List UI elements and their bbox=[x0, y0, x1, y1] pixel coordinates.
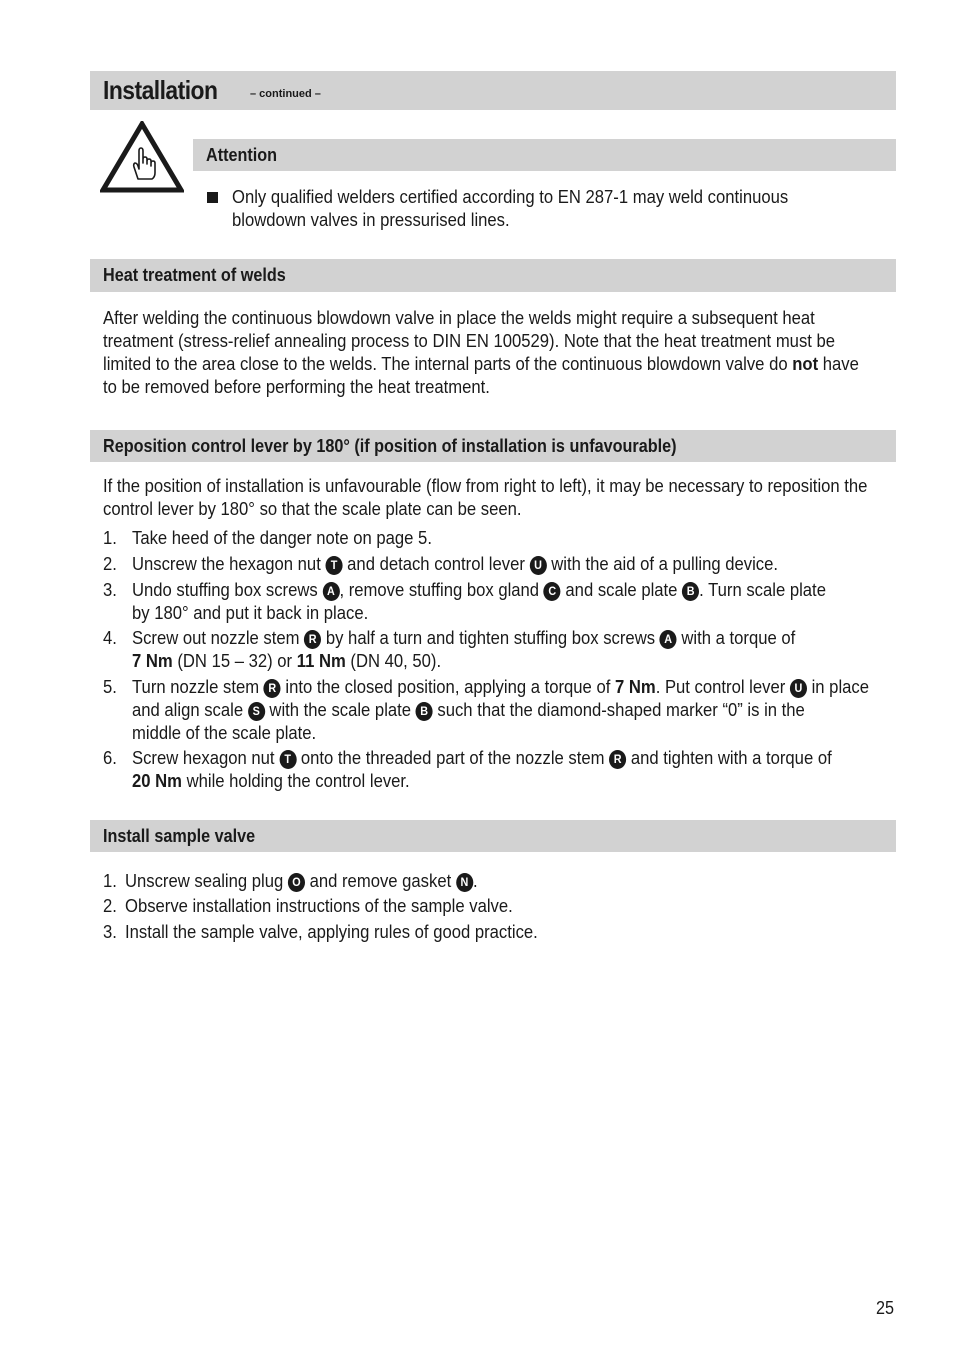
step-number: 6. bbox=[103, 747, 117, 768]
bullet-square-icon bbox=[207, 192, 218, 203]
step-text: Undo stuffing box screws A , remove stuffing box gland C and scale plate B . Turn scale plate by 180° and put it back in place. bbox=[132, 579, 826, 623]
callout-badge: B bbox=[416, 702, 433, 721]
step-number: 3. bbox=[103, 921, 117, 942]
callout-badge: C bbox=[544, 582, 561, 601]
reposition-heading: Reposition control lever by 180° (if position of installation is unfavourable) bbox=[103, 436, 677, 456]
step-text: Screw hexagon nut T onto the threaded part of the nozzle stem R and tighten with a torque of 20 Nm while holding the control lever. bbox=[132, 747, 832, 791]
page-subtitle: – continued – bbox=[250, 88, 321, 100]
callout-badge: B bbox=[682, 582, 699, 601]
callout-badge: U bbox=[530, 556, 547, 575]
callout-badge: A bbox=[660, 630, 677, 649]
attention-text bbox=[232, 185, 788, 231]
step-number: 2. bbox=[103, 895, 117, 916]
reposition-intro bbox=[103, 474, 867, 520]
step-number: 5. bbox=[103, 676, 117, 697]
step-number: 4. bbox=[103, 627, 117, 648]
attention-label: Attention bbox=[206, 145, 278, 165]
paragraph-line: treatment (stress-relief annealing process to DIN EN 100529). Note that the heat treatment must be bbox=[103, 330, 836, 351]
emphasis-not: not bbox=[792, 353, 819, 374]
sample-valve-heading: Install sample valve bbox=[103, 826, 256, 846]
paragraph-line: limited to the area close to the welds. The internal parts of the continuous blowdown valve do not have bbox=[103, 353, 859, 374]
attention-line: Only qualified welders certified according to EN 287-1 may weld continuous bbox=[232, 186, 789, 207]
callout-badge: R bbox=[304, 630, 321, 649]
hand-warning-icon bbox=[100, 121, 184, 193]
page-number: 25 bbox=[876, 1298, 895, 1318]
step-number: 1. bbox=[103, 870, 117, 891]
step-text: Unscrew the hexagon nut T and detach control lever U with the aid of a pulling device. bbox=[132, 553, 779, 574]
step-text: Screw out nozzle stem R by half a turn and tighten stuffing box screws A with a torque of 7 Nm (DN 15 – 32) or 11 Nm (DN 40, 50). bbox=[132, 627, 796, 671]
reposition-heading-bar bbox=[90, 430, 896, 462]
heat-treatment-heading-bar bbox=[90, 259, 896, 292]
paragraph-line: After welding the continuous blowdown valve in place the welds might require a subsequent heat bbox=[103, 307, 815, 328]
paragraph-line: control lever by 180° so that the scale plate can be seen. bbox=[103, 498, 522, 519]
section-title-bar bbox=[90, 71, 896, 110]
step-text: Unscrew sealing plug O and remove gasket N . bbox=[125, 870, 478, 891]
callout-badge: T bbox=[279, 750, 296, 769]
callout-badge: T bbox=[325, 556, 342, 575]
heat-treatment-paragraph bbox=[103, 306, 859, 398]
callout-badge: U bbox=[790, 679, 807, 698]
sample-valve-heading-bar bbox=[90, 820, 896, 852]
step-number: 2. bbox=[103, 553, 117, 574]
callout-badge: S bbox=[248, 702, 265, 721]
callout-badge: A bbox=[322, 582, 339, 601]
step-number: 1. bbox=[103, 527, 117, 548]
callout-badge: O bbox=[288, 873, 305, 892]
step-text: Turn nozzle stem R into the closed position, applying a torque of 7 Nm. Put control lever U in place and align scale S with the scale plate B such that the diamond-shaped marker “0” is in the middle of the scale plate. bbox=[132, 676, 869, 743]
step-number: 3. bbox=[103, 579, 117, 600]
paragraph-line: If the position of installation is unfavourable (flow from right to left), it may be necessary to reposition the bbox=[103, 475, 868, 496]
page-title: Installation bbox=[103, 75, 218, 105]
callout-badge: R bbox=[609, 750, 626, 769]
step-text: Take heed of the danger note on page 5. bbox=[132, 527, 432, 548]
attention-bar bbox=[193, 139, 896, 171]
attention-line: blowdown valves in pressurised lines. bbox=[232, 209, 510, 230]
heat-treatment-heading: Heat treatment of welds bbox=[103, 265, 286, 285]
paragraph-line: to be removed before performing the heat treatment. bbox=[103, 376, 490, 397]
callout-badge: R bbox=[264, 679, 281, 698]
callout-badge: N bbox=[456, 873, 473, 892]
step-text: Install the sample valve, applying rules of good practice. bbox=[125, 921, 538, 942]
step-text: Observe installation instructions of the sample valve. bbox=[125, 895, 513, 916]
